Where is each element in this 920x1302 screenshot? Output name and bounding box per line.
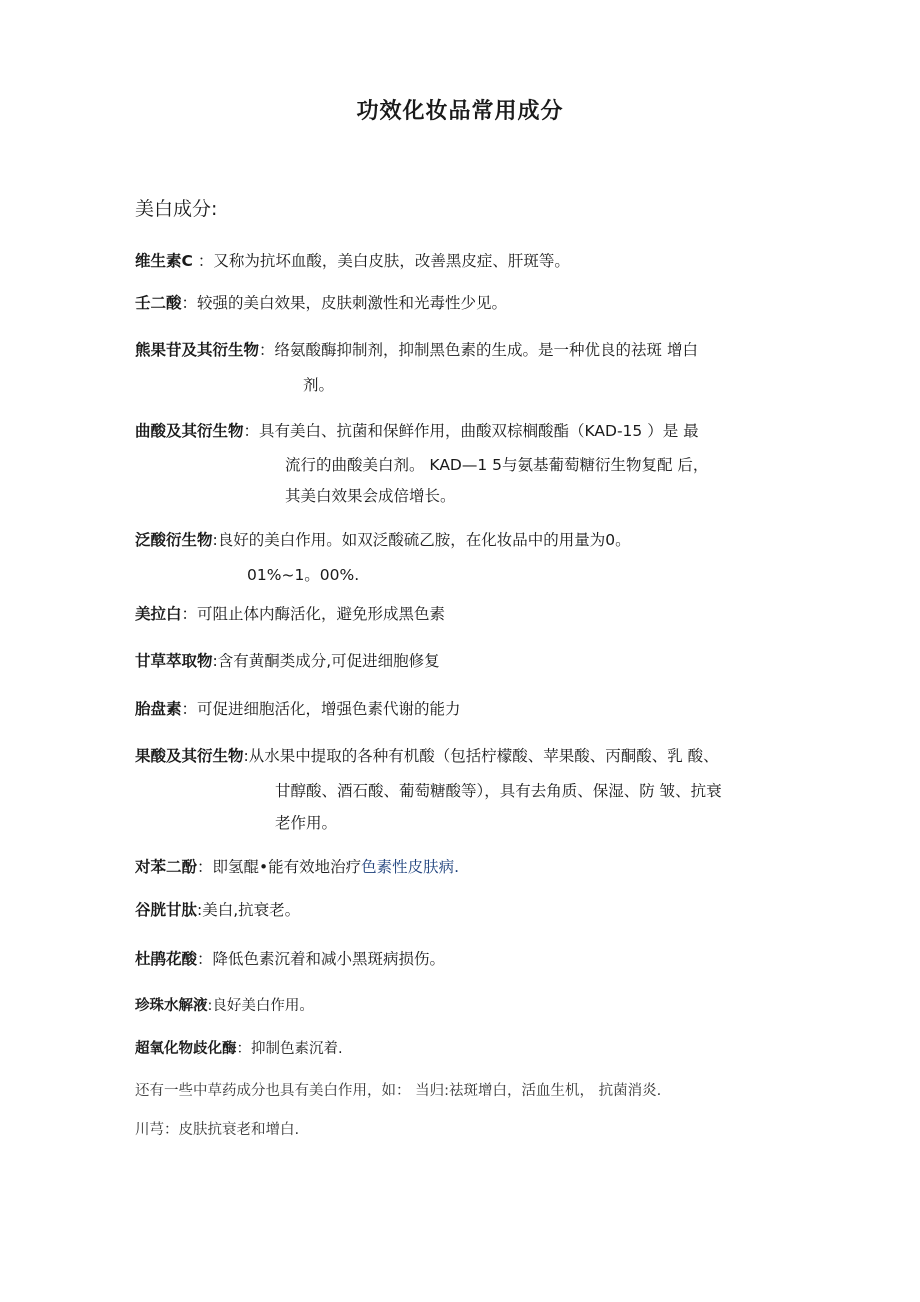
section-heading-text: 美白成分: [135, 198, 212, 220]
entry-continuation: 01%~1。00%.: [247, 566, 360, 584]
entry-melawhite: [135, 599, 445, 630]
footer-line: 还有一些中草药成分也具有美白作用，如： 当归:祛斑增白，活血生机， 抗菌消炎.: [135, 1083, 662, 1099]
entry-desc: ：具有美白、抗菌和保鲜作用，曲酸双棕榈酸酯（KAD-15 ）是 最: [243, 422, 699, 440]
entry-kojic-acid: [135, 416, 699, 447]
entry-pantothenic-derivative: [135, 525, 631, 556]
entry-term: 超氧化物歧化酶: [135, 1041, 237, 1057]
page-title: 功效化妆品常用成分: [356, 99, 564, 124]
entry-arbutin: [135, 335, 698, 366]
section-heading-colon: :: [211, 198, 218, 220]
entry-vitamin-c: [135, 246, 570, 277]
entry-glutathione: [135, 895, 300, 926]
entry-desc: ：络氨酸酶抑制剂，抑制黑色素的生成。是一种优良的祛斑 增白: [259, 341, 698, 359]
entry-continuation: 剂。: [303, 376, 335, 394]
section-heading: [135, 194, 217, 221]
pigmentary-skin-disease-link[interactable]: 色素性皮肤病.: [361, 858, 460, 876]
entry-undecylenoyl: [135, 944, 445, 975]
entry-term: 泛酸衍生物: [135, 531, 213, 549]
entry-term: 对苯二酚: [135, 858, 198, 876]
entry-desc: :良好的美白作用。如双泛酸硫乙胺，在化妆品中的用量为0。: [212, 531, 631, 549]
entry-term: 珍珠水解液: [135, 998, 208, 1014]
entry-term: 胎盘素: [135, 700, 182, 718]
entry-placenta: [135, 694, 461, 725]
entry-term: 杜鹃花酸: [135, 950, 198, 968]
entry-azelaic-acid: [135, 288, 507, 319]
footer-line: 川芎：皮肤抗衰老和增白.: [135, 1122, 300, 1138]
entry-term: 维生素C: [135, 252, 193, 270]
entry-hydroquinone: [135, 852, 459, 883]
entry-desc: ：可阻止体内酶活化，避免形成黑色素: [181, 605, 446, 623]
entry-desc: ：抑制色素沉着.: [236, 1041, 343, 1057]
entry-term: 果酸及其衍生物: [135, 747, 244, 765]
entry-term: 谷胱甘肽: [135, 901, 198, 919]
entry-continuation: 流行的曲酸美白剂。 KAD—1 5与氨基葡萄糖衍生物复配 后，: [285, 456, 709, 474]
entry-desc: :从水果中提取的各种有机酸（包括柠檬酸、苹果酸、丙酮酸、乳 酸、: [243, 747, 719, 765]
entry-desc: ：降低色素沉着和减小黑斑病损伤。: [197, 950, 446, 968]
entry-desc: :良好美白作用。: [207, 998, 314, 1014]
entry-desc: ：可促进细胞活化，增强色素代谢的能力: [181, 700, 461, 718]
entry-desc: :美白,抗衰老。: [197, 901, 301, 919]
entry-licorice-extract: [135, 646, 440, 677]
entry-sod: [135, 1034, 343, 1065]
entry-term: 甘草萃取物: [135, 652, 213, 670]
entry-desc: :含有黄酮类成分,可促进细胞修复: [212, 652, 440, 670]
entry-term: 熊果苷及其衍生物: [135, 341, 260, 359]
entry-continuation: 老作用。: [275, 814, 338, 832]
entry-term: 曲酸及其衍生物: [135, 422, 244, 440]
entry-pearl-hydrolysate: [135, 991, 314, 1022]
entry-desc: ：即氢醌•能有效地治疗: [197, 858, 362, 876]
entry-term: 美拉白: [135, 605, 182, 623]
entry-fruit-acid: [135, 741, 719, 772]
entry-desc: ：又称为抗坏血酸，美白皮肤，改善黑皮症、肝斑等。: [192, 252, 570, 270]
entry-desc: ：较强的美白效果，皮肤刺激性和光毒性少见。: [181, 294, 508, 312]
entry-term: 壬二酸: [135, 294, 182, 312]
entry-continuation: 甘醇酸、酒石酸、葡萄糖酸等），具有去角质、保湿、防 皱、抗衰: [275, 782, 722, 800]
entry-continuation: 其美白效果会成倍增长。: [285, 487, 456, 505]
